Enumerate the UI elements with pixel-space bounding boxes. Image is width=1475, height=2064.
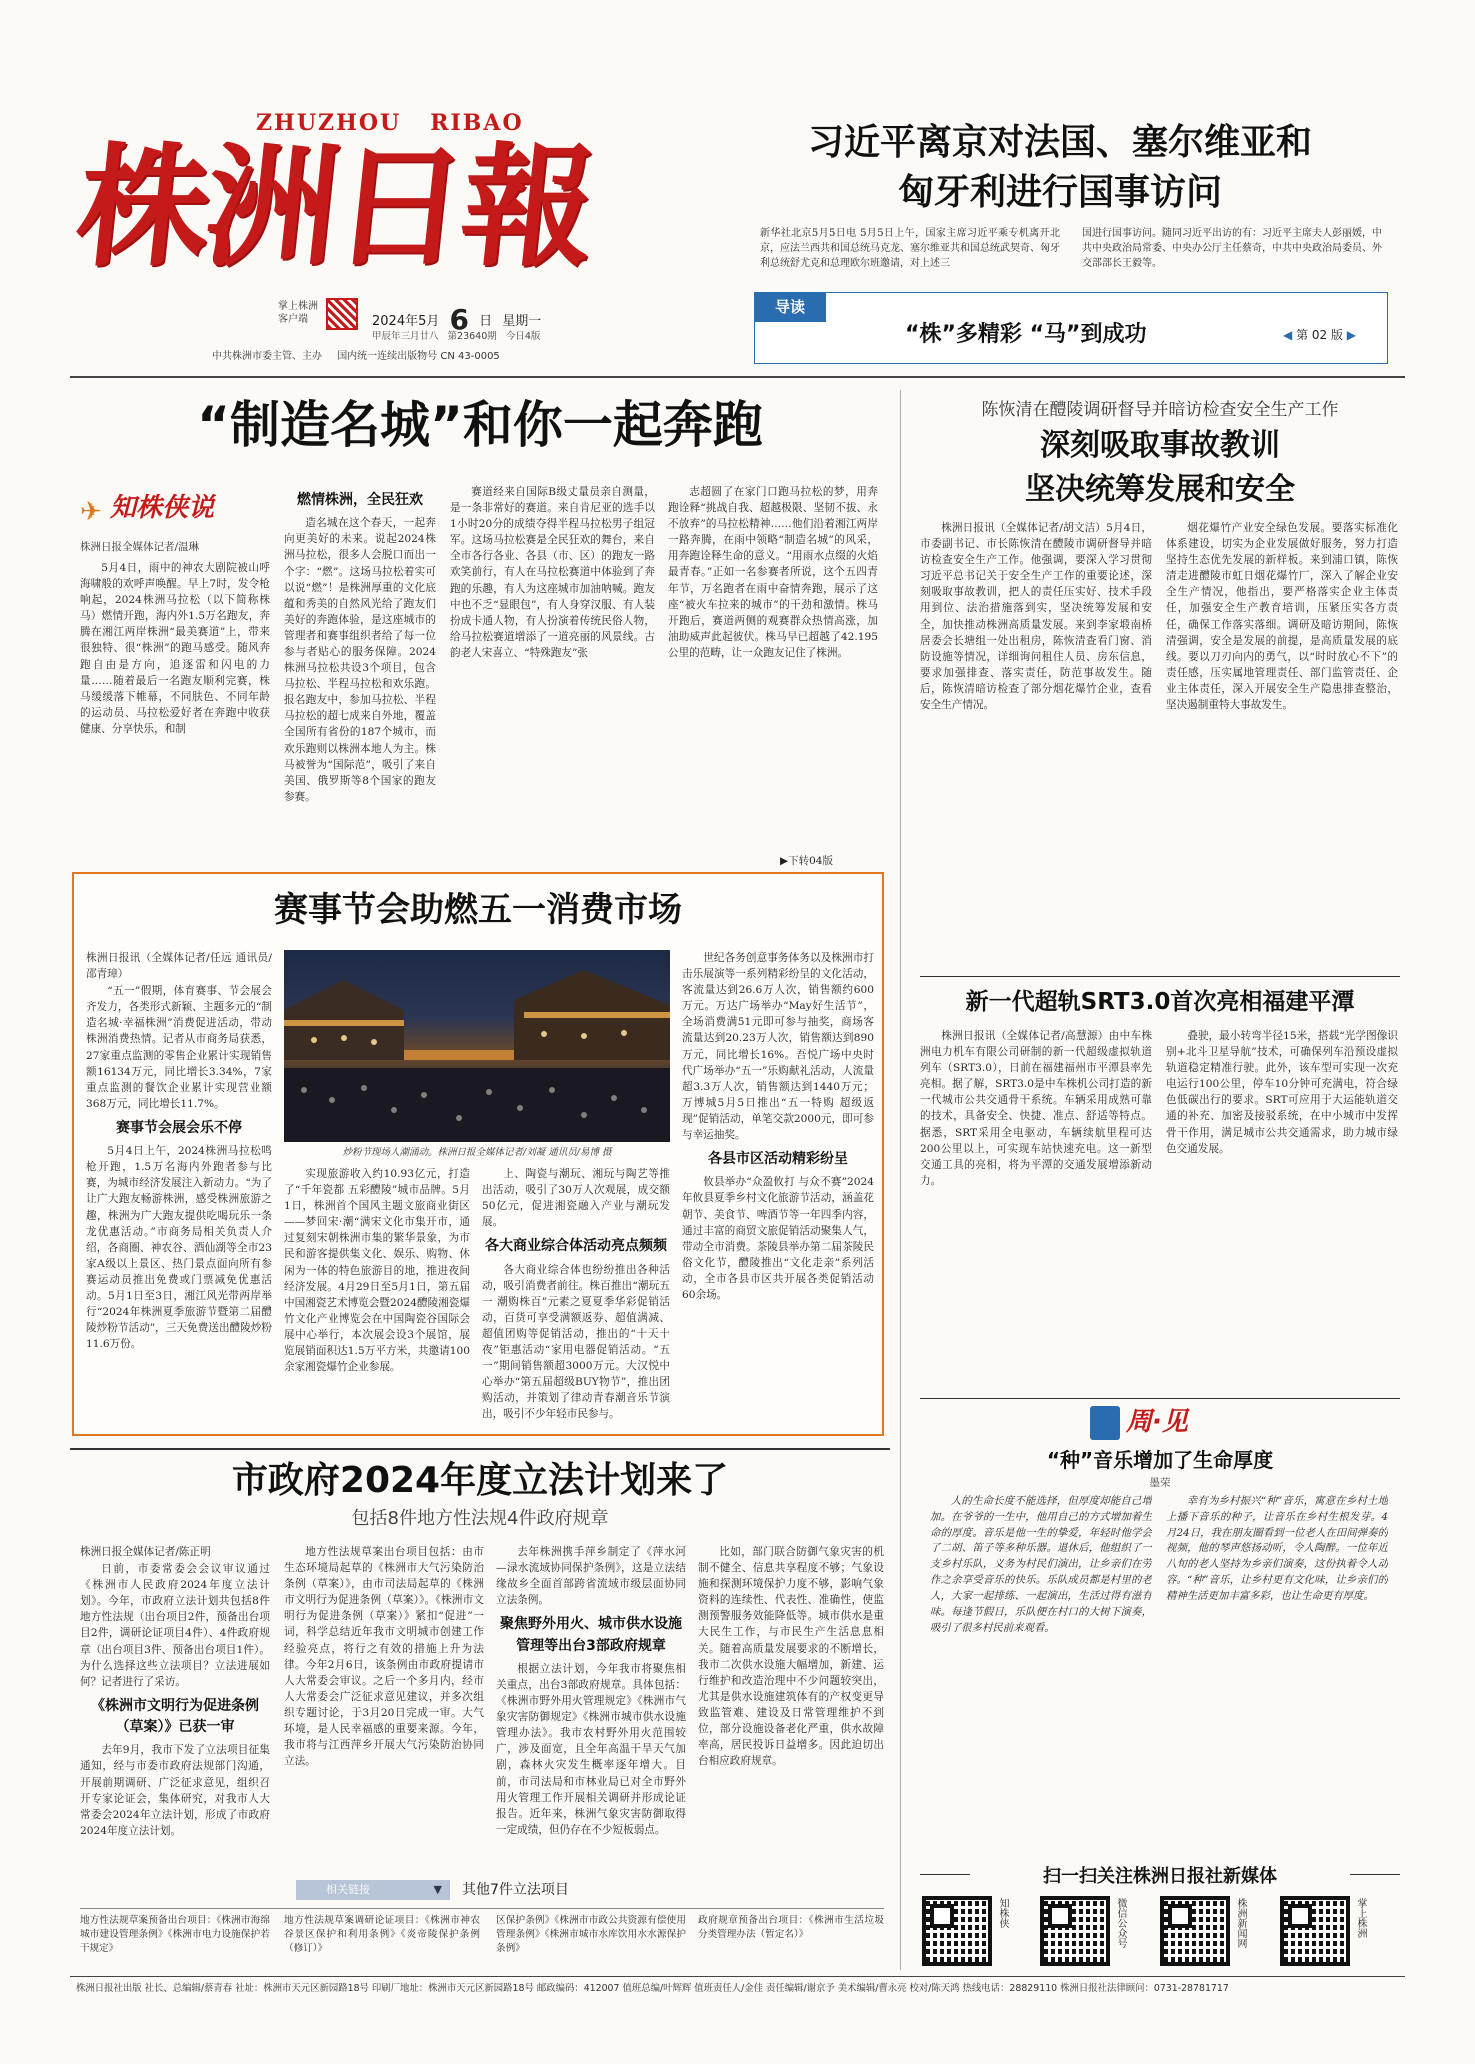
consumption-col1: 株洲日报讯（全媒体记者/任远 通讯员/邵青璋） “五一”假期，体育赛事、节会展会齐发力，各类形式新颖、主题多元的“制造名城·幸福株洲”消费促进活动，带动株洲消费热情。记者从市商务局获悉，27家重点监测的零售企业累计实现销售额16134万元，同比增长3.34%，7家重点监测的餐饮企业累计实现营业额368万元，同比增长11.7%。 赛事节会展会乐不停 5月4日上午，2024株洲马拉松鸣枪开跑，1.5万名海内外跑者参与比赛，为城市经济发展注入新动力。“为了让广大跑友畅游株洲，感受株洲旅游之趣，株洲为广大跑友提供吃喝玩乐一条龙优惠活动。”市商务局相关负责人介绍，各商圈、神农谷、酒仙湖等全市23家A级以上景区、热门景点面向所有参赛运动员推出免费或门票减免优惠活动。5月1日至3日，湘江风光带两岸举行“2024年株洲夏季旅游节暨第二届醴陵炒粉节活动”，三天免费送出醴陵炒粉11.6万份。	[86, 952, 272, 1351]
lead-headline-line1: 习近平离京对法国、塞尔维亚和	[807, 122, 1312, 163]
sponsor: 中共株洲市委主管、主办	[212, 351, 322, 362]
srt-col1: 株洲日报讯（全媒体记者/高慧源）由中车株洲电力机车有限公司研制的新一代超级虚拟轨道列车（SRT3.0），日前在福建福州市平潭县率先亮相。据了解，SRT3.0是中车株机公司打造的新一代城市公共交通骨干系统。车辆采用成熟可靠的技术，具备安全、快捷、准点、舒适等特点。据悉，SRT采用全电驱动，车辆续航里程可达200公里以上，可实现车站快速充电。这一新型交通工具的亮相，将为平潭的交通发展增添新动力。	[920, 1030, 1152, 1187]
legislation-col2: 地方性法规草案出台项目包括：由市生态环境局起草的《株洲市大气污染防治条例（草案）》，由市司法局起草的《株洲市文明行为促进条例（草案）》。《株洲市文明行为促进条例（草案）》紧扣“促进”一词，科学总结近年我市文明城市创建工作经验亮点，将行之有效的措施上升为法律。今年2月6日，该条例由市政府提请市人大常委会审议。之后一个多月内，经市人大常委会广泛征求意见建议，并多次组织专题讨论，于3月20日完成一审。大气环境，是人民幸福感的重要来源。今年，我市将与江西萍乡开展大气污染防治协同立法。	[284, 1546, 484, 1768]
marathon-byline: 株洲日报全媒体记者/温琳	[80, 541, 200, 553]
photo-caption: 炒粉节现场人潮涌动。株洲日报全媒体记者/刘凝 通讯员/易博 摄	[342, 1147, 612, 1158]
qr-code-news-site[interactable]	[1160, 1896, 1230, 1966]
triangle-left-icon: ◀	[1283, 328, 1293, 342]
related-label: 相关链接 ▼	[296, 1880, 450, 1900]
lead-text-2: 国进行国事访问。随同习近平出访的有：习近平主席夫人彭丽媛，中共中央政治局常委、中央办公厅主任蔡奇，中共中央政治局委员、外交部部长王毅等。	[1082, 228, 1382, 270]
related-link-4[interactable]: 政府规章预备出台项目：《株洲市生活垃圾分类管理办法（暂定名）》	[698, 1915, 884, 1940]
consumption-subhead-1: 赛事节会展会乐不停	[116, 1119, 242, 1136]
consumption-col4: 世纪各务创意事务体务以及株洲市打击乐展演等一系列精彩纷呈的文化活动，客流量达到26.6万人次，销售额约600万元。万达广场举办“May好生活节”，全场消费满51元即可参与抽奖，商场客流量达到20.23万人次，销售额达到890万元，同比增长16%。吾悦广场中央时代广场举办“五一”乐购献礼活动，人流量超3.3万人次，销售额达到1440万元；万博城5月5日推出“五一特购 超级返现”促销活动，单笔交款2000元，即可参与幸运抽奖。 各县市区活动精彩纷呈 攸县举办“众盈攸打 与众不赛”2024年攸县夏季乡村文化旅游节活动，涵盖花朝节、美食节、啤酒节等一年四季内容，通过丰富的商贸文旅促销活动聚集人气，带动全市消费。茶陵县举办第二届茶陵民俗文化节，醴陵推出“文化走亲”系列活动，全市各县市区共开展各类促销活动60余场。	[682, 952, 874, 1302]
consumption-subhead-2: 各大商业综合体活动亮点频频	[485, 1238, 667, 1255]
lunar-date: 甲辰年三月廿八	[372, 331, 439, 342]
masthead-pinyin: ZHUZHOU RIBAO	[256, 110, 524, 136]
sponsor-line	[212, 350, 500, 365]
column-brand	[80, 488, 240, 532]
date-unit: 日	[479, 314, 493, 329]
night-market-photo	[284, 950, 670, 1142]
bird-icon: ✈	[80, 497, 102, 527]
safety-headline[interactable]	[920, 424, 1400, 512]
guide-label: 导读	[754, 292, 826, 322]
footer-text: 株洲日报社出版 社长、总编辑/蔡青春 社址：株洲市天元区新园路18号 印刷厂地址：株洲市天元区新园路18号 邮政编码：412007 值班总编/叶辉辉 值班责任人/金佳 责任编辑/谢京予 美术编辑/曹永亮 校对/陈天鸿 热线电话：28829110 株洲日报社法律顾问：0731-28781717	[76, 1983, 1229, 1994]
weekly-brand	[1090, 1404, 1230, 1444]
marathon-col3: 赛道经来自国际B级丈量员亲自测量，是一条非常好的赛道。来自肯尼亚的选手以1小时20分的成绩夺得半程马拉松男子组冠军。这场马拉松赛是全民狂欢的舞台，来自全市各行各业、各县（市、区）的跑友一路欢笑前行，有人在马拉松赛道中体验到了奔跑的乐趣，有人为这座城市加油呐喊。跑友中也不乏“显眼包”，有人身穿汉服、有人装扮成卡通人物，有人扮演着传统民俗人物，给马拉松赛道增添了一道亮丽的风景线。古韵老人宋喜立、“特殊跑友”张	[450, 486, 655, 659]
consumption-subhead-3: 各县市区活动精彩纷呈	[708, 1151, 848, 1168]
weekly-col2: 幸有为乡村振兴“种”音乐，寓意在乡村土地上播下音乐的种子，让音乐在乡村生根发芽。4月24日，我在朋友圈看到一位老人在田间弹奏的视频，他的琴声悠扬动听，令人陶醉。一位年近八旬的老人坚持为乡亲们演奏，这份执着令人动容。“种”音乐，让乡村更有文化味，让乡亲们的精神生活更加丰富多彩，也让生命更有厚度。	[1166, 1495, 1388, 1602]
safety-kicker: 陈恢清在醴陵调研督导并暗访检查安全生产工作	[981, 400, 1339, 420]
related-link-1[interactable]: 地方性法规草案预备出台项目：《株洲市海绵城市建设管理条例》《株洲市电力设施保护若干规定》	[80, 1915, 270, 1954]
issue-number: 第23640期	[447, 331, 497, 342]
qr-label-1: 知株侠	[997, 1898, 1008, 1928]
marathon-more[interactable]: ▶下转04版	[780, 855, 833, 867]
srt-headline[interactable]: 新一代超轨SRT3.0首次亮相福建平潭	[965, 989, 1355, 1015]
lead-headline[interactable]	[740, 118, 1380, 218]
qr-label-4: 掌上株洲	[1355, 1898, 1366, 1938]
issue-line	[372, 330, 540, 344]
consumption-headline[interactable]: 赛事节会助燃五一消费市场	[274, 890, 682, 930]
weekly-author: 墨荣	[1149, 1477, 1171, 1489]
column-brand-text: 知株侠说	[110, 493, 215, 523]
qr-code-wechat[interactable]	[1040, 1896, 1110, 1966]
triangle-right-icon: ▶	[780, 855, 789, 867]
date-year-month: 2024年5月	[372, 314, 440, 329]
marathon-col4: 志超圆了在家门口跑马拉松的梦，用奔跑诠释“挑战自我、超越极限、坚韧不拔、永不放弃”的马拉松精神……他们沿着湘江两岸一路奔腾，在雨中领略“制造名城”的风采，用奔跑诠释生命的意义。“用雨水点缀的火焰最青春。”正如一名参赛者所说，这个五四青年节，万名跑者在雨中奋情奔跑，展示了这座“被火车拉来的城市”的干劲和激情。株马开跑后，赛道两侧的观赛群众热情高涨，加油助威声此起彼伏。株马早已超越了42.195公里的范畴，让一众跑友记住了株洲。	[668, 486, 878, 659]
consumption-col3: 上、陶瓷与潮玩、湘玩与陶艺等推出活动，吸引了30万人次观展，成交额50亿元，促进湘瓷融入产业与潮玩发展。 各大商业综合体活动亮点频频 各大商业综合体也纷纷推出各种活动，吸引消费者前往。株百推出“潮玩五一 潮购株百”元素之夏夏季华彩促销活动，百货可享受满额返券、超值满减、超值团购等促销活动，推出的“十天十夜”钜惠活动“家用电器促销活动。“五一”期间销售额超3000万元。大汉悦中心举办“第五届超级BUY物节”，推出团购活动，并策划了律动青春潮音乐节演出，吸引不少年轻市民参与。	[482, 1168, 670, 1421]
weekly-col1: 人的生命长度不能选择，但厚度却能自己增加。在爷爷的一生中，他用自己的方式增加着生命的厚度。音乐是他一生的挚爱，年轻时他学会了二胡、笛子等多种乐器。退休后，他组织了一支乡村乐队，义务为村民们演出，让乡亲们在劳作之余享受音乐的快乐。乐队成员都是村里的老人，大家一起排练、一起演出，生活过得有滋有味。每逢节假日，乐队便在村口的大树下演奏，吸引了很多村民前来观看。	[930, 1495, 1152, 1634]
book-icon	[1090, 1406, 1120, 1440]
legislation-col1: 株洲日报全媒体记者/陈正明 日前，市委常委会会议审议通过《株洲市人民政府2024年度立法计划》。今年，市政府立法计划共包括8件地方性法规（出台项目2件，预备出台项目2件，调研论证项目4件）、4件政府规章（出台项目3件、预备出台项目1件）。为什么选择这些立法项目？立法进展如何？记者进行了采访。 《株洲市文明行为促进条例（草案）》已获一审 去年9月，我市下发了立法项目征集通知，经与市委市政府法规部门沟通，开展前期调研、广泛征求意见，组织召开专家论证会，集体研究，对我市人大常委会2024年立法计划，形成了市政府2024年度立法计划。	[80, 1546, 270, 1837]
lead-headline-line2: 匈牙利进行国事访问	[897, 172, 1222, 213]
legislation-col3: 去年株洲携手萍乡制定了《萍水河—渌水流域协同保护条例》，这是立法结缘故乡全面首部跨省流域市级层面协同立法条例。 聚焦野外用火、城市供水设施管理等出台3部政府规章 根据立法计划，今年我市将聚焦相关重点，出台3部政府规章。具体包括：《株洲市野外用火管理规定》《株洲市气象灾害防御规定》《株洲市城市供水设施管理办法》。我市农村野外用火范围较广，涉及面宽，且全年高温干旱天气加剧，森林火灾发生概率逐年增大。目前，市司法局和市林业局已对全市野外用火管理工作开展相关调研并形成论证报告。近年来，株洲气象灾害防御取得一定成绩，但仍存在不少短板弱点。	[496, 1546, 686, 1836]
safety-headline-line1: 深刻吸取事故教训	[1040, 428, 1280, 463]
marathon-subhead: 燃情株洲，全民狂欢	[297, 492, 423, 508]
guide-text: “株”多精彩 “马”到成功	[905, 322, 1147, 347]
marathon-col1: 5月4日，雨中的神农大剧院被山呼海啸般的欢呼声唤醒。早上7时，发令枪响起，2024株洲马拉松（以下简称株马）燃情开跑，海内外1.5万名跑友，奔腾在湘江两岸株洲“最美赛道”上，带来很独特、很“株洲”的跑马感受。随风奔跑自由是方向，追逐雷和闪电的力量……随着最后一名跑友顺利完赛，株马缓缓落下帷幕，不同肤色、不同年龄的运动员、马拉松爱好者在奔跑中收获健康、分享快乐，和制	[80, 562, 270, 735]
guide-box[interactable]	[754, 292, 1388, 364]
related-link-3[interactable]: 区保护条例》《株洲市市政公共资源有偿使用管理条例》《株洲市城市水库饮用水水源保护条例》	[496, 1915, 686, 1954]
safety-col2: 烟花爆竹产业安全绿色发展。要落实标准化体系建设，切实为企业发展做好服务，努力打造坚持生态优先发展的新样板。来到浦口镇，陈恢清走进醴陵市虹日烟花爆竹厂，深入了解企业安全生产情况，他指出，要严格落实企业主体责任，加强安全生产教育培训，压紧压实各方责任，确保工作落实落细。调研及暗访期间，陈恢清强调，安全是发展的前提，是高质量发展的底线。要以刀刃向内的勇气，以“时时放心不下”的责任感，压实属地管理责任、部门监管责任、企业主体责任，深入开展安全生产隐患排查整治，坚决遏制重特大事故发生。	[1166, 522, 1398, 712]
legislation-subhead-2: 聚焦野外用火、城市供水设施管理等出台3部政府规章	[500, 1616, 682, 1654]
legislation-headline[interactable]: 市政府2024年度立法计划来了	[231, 1460, 729, 1501]
safety-headline-line2: 坚决统筹发展和安全	[1025, 472, 1295, 507]
weekly-headline[interactable]: “种”音乐增加了生命厚度	[1046, 1448, 1274, 1472]
related-link-2[interactable]: 地方性法规草案调研论证项目：《株洲市神农谷景区保护和利用条例》《炎帝陵保护条例（修订）》	[284, 1915, 480, 1954]
lead-text-1: 新华社北京5月5日电 5月5日上午，国家主席习近平乘专机离开北京，应法兰西共和国总统马克龙、塞尔维亚共和国总统武契奇、匈牙利总统舒尤克和总理欧尔班邀请，对上述三	[760, 228, 1060, 270]
masthead-title: 株洲日報	[69, 130, 599, 285]
marathon-col2: 燃情株洲，全民狂欢 造名城在这个春天，一起奔向更美好的未来。说起2024株洲马拉松，很多人会脱口而出一个字：“燃”。这场马拉松着实可以说“燃”！是株洲厚重的文化底蕴和秀美的自然风光给了跑友们美好的奔跑体验，是这座城市的管理者和赛事组织者给了每一位参与者贴心的服务保障。2024株洲马拉松共设3个项目，包含马拉松、半程马拉松和欢乐跑。报名跑友中，参加马拉松、半程马拉松的超七成来自外地，覆盖全国所有省份的187个城市，而欢乐跑则以株洲本地人为主。株马被誉为“国际范”，吸引了来自美国、俄罗斯等8个国家的跑友参赛。	[284, 492, 436, 803]
qr-code-zhizhuxia[interactable]	[922, 1896, 992, 1966]
related-title: 其他7件立法项目	[462, 1882, 569, 1898]
weekly-brand-text: 周·见	[1126, 1407, 1188, 1437]
app-qr[interactable]	[326, 298, 358, 330]
qr-title: 扫一扫关注株洲日报社新媒体	[1043, 1866, 1277, 1887]
legislation-col4: 比如，部门联合防御气象灾害的机制不健全、信息共享程度不够；气象设施和探测环境保护力度不够，影响气象资料的连续性、代表性、准确性，使监测预警服务效能降低等。城市供水是重大民生工作，与市民生产生活息息相关。随着高质量发展要求的不断增长，我市二次供水设施大幅增加，新建、运行维护和改造治理中不少问题较突出，尤其是供水设施建筑体有的产权变更导致监管难、建设及日常管理维护不到位，部分设施设备老化严重，供水故障率高，居民投诉日益增多。因此迫切出台相应政府规章。	[698, 1546, 884, 1768]
page-count: 今日4版	[505, 331, 541, 342]
legislation-subhead-1: 《株洲市文明行为促进条例（草案）》已获一审	[91, 1697, 259, 1736]
app-label: 掌上株洲 客户端	[278, 301, 318, 325]
date-day: 6	[449, 303, 469, 336]
guide-page-ref-text: 第 02 版	[1296, 328, 1343, 342]
legislation-subhead: 包括8件地方性法规4件政府规章	[351, 1508, 609, 1529]
cn-number: 国内统一连续出版物号 CN 43-0005	[337, 351, 500, 362]
weekday: 星期一	[502, 314, 542, 329]
guide-page-ref[interactable]	[1283, 327, 1356, 344]
triangle-right-icon: ▶	[1346, 328, 1357, 342]
marathon-headline[interactable]: “制造名城”和你一起奔跑	[197, 396, 763, 454]
qr-label-2: 微信公众号	[1115, 1898, 1126, 1948]
consumption-col2: 实现旅游收入约10.93亿元，打造了“千年瓷都 五彩醴陵”城市品牌。5月1日，株洲首个国风主题文旅商业街区——梦回宋·潮“满宋文化市集开市，通过复刻宋朝株洲市集的繁华景象，为市民和游客提供集文化、娱乐、购物、休闲为一体的特色旅游目的地，推进夜间经济发展。4月29日至5月1日，第五届中国湘瓷艺术博览会暨2024醴陵湘瓷爆竹文化产业博览会在中国陶瓷谷国际会展中心举行，本次展会设3个展馆，展览展销面积达1.5万平方米，共邀请100余家湘瓷爆竹企业参展。	[284, 1168, 470, 1374]
triangle-down-icon: ▼	[433, 1883, 442, 1896]
safety-col1: 株洲日报讯（全媒体记者/胡文洁）5月4日，市委副书记、市长陈恢清在醴陵市调研督导并暗访检查安全生产工作。他强调，要深入学习贯彻习近平总书记关于安全生产工作的重要论述，深刻吸取事故教训，把人的责任压实好、技术手段用到位、法治措施落到实，坚决统筹发展和安全，加快推动株洲高质量发展。来到李家塅南桥居委会长塘组一处出租房，陈恢清查看门窗、消防设施等情况，详细询问租住人员、房东信息，要求加强排查、落实责任，防范事故发生。随后，陈恢清暗访检查了部分烟花爆竹企业，查看安全生产情况。	[920, 522, 1152, 712]
srt-col2: 叠驶，最小转弯半径15米，搭载“光学图像识别+北斗卫星导航”技术，可确保列车沿预设虚拟轨道稳定精准行驶。此外，该车型可实现一次充电运行100公里，停车10分钟可充满电，符合绿色低碳出行的要求。SRT可应用于大运能轨道交通的补充、加密及接驳系统，在中小城市中发挥骨干作用，满足城市公共交通需求，助力城市绿色交通发展。	[1166, 1030, 1398, 1155]
qr-label-3: 株洲新闻网	[1235, 1898, 1246, 1948]
qr-code-app[interactable]	[1280, 1896, 1350, 1966]
